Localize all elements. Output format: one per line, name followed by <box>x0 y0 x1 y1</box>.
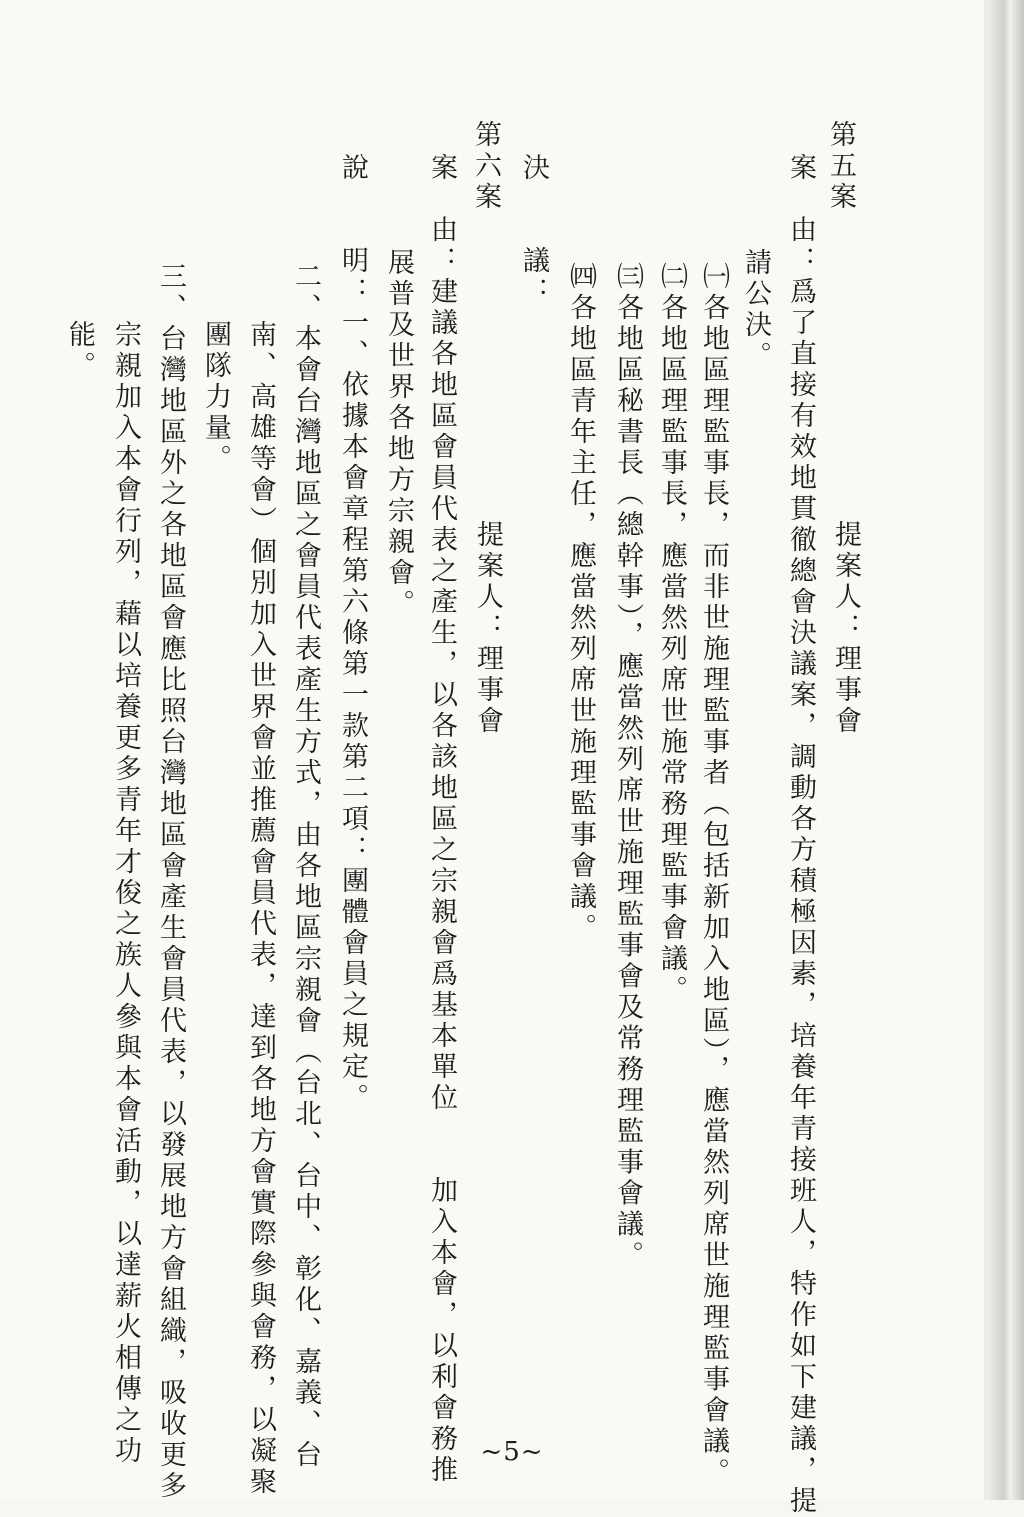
case5-proposer: 提案人：理事會 <box>830 520 861 737</box>
case6-explanation-5: 三、台灣地區外之各地區會應比照台灣地區會產生會員代表，以發展地方會組織，吸收更多 <box>155 262 186 1502</box>
case5-reason-line2: 請公決。 <box>740 248 771 372</box>
page-number: ~5~ <box>480 1437 544 1467</box>
case6-explanation-2: 二、本會台灣地區之會員代表產生方式，由各地區宗親會（台北、台中、彰化、嘉義、台 <box>290 262 321 1471</box>
case5-item-2: ㈡各地區理監事長，應當然列席世施常務理監事會議。 <box>656 262 687 1006</box>
case6-reason-line1: 案 由：建議各地區會員代表之產生，以各該地區之宗親會爲基本單位 加入本會，以利會務推 <box>426 153 457 1486</box>
case6-explanation-4: 團隊力量。 <box>200 320 231 475</box>
bound-page-edges <box>990 0 1024 1500</box>
case5-title: 第五案 <box>825 120 856 213</box>
case6-explanation-1: 說 明：一、依據本會章程第六條第一款第二項：團體會員之規定。 <box>337 153 368 1114</box>
case6-title: 第六案 <box>470 120 501 213</box>
case5-resolution: 決 議： <box>518 153 549 308</box>
case6-reason-line2: 展普及世界各地方宗親會。 <box>383 248 414 620</box>
case5-item-4: ㈣各地區青年主任，應當然列席世施理監事會議。 <box>565 262 596 944</box>
case6-explanation-6: 宗親加入本會行列，藉以培養更多青年才俊之族人參與本會活動，以達薪火相傳之功 <box>110 320 141 1467</box>
case6-explanation-7: 能。 <box>64 320 95 382</box>
case5-reason-line1: 案 由：爲了直接有效地貫徹總會決議案，調動各方積極因素，培養年青接班人，特作如下建議，提 <box>785 153 816 1517</box>
case5-item-3: ㈢各地區秘書長（總幹事），應當然列席世施理監事會及常務理監事會議。 <box>612 262 643 1272</box>
case6-explanation-3: 南、高雄等會）個別加入世界會並推薦會員代表，達到各地方會實際參與會務，以凝聚 <box>245 320 276 1498</box>
case5-item-1: ㈠各地區理監事長，而非世施理監事者（包括新加入地區），應當然列席世施理監事會議。 <box>698 262 729 1489</box>
case6-proposer: 提案人：理事會 <box>472 520 503 737</box>
